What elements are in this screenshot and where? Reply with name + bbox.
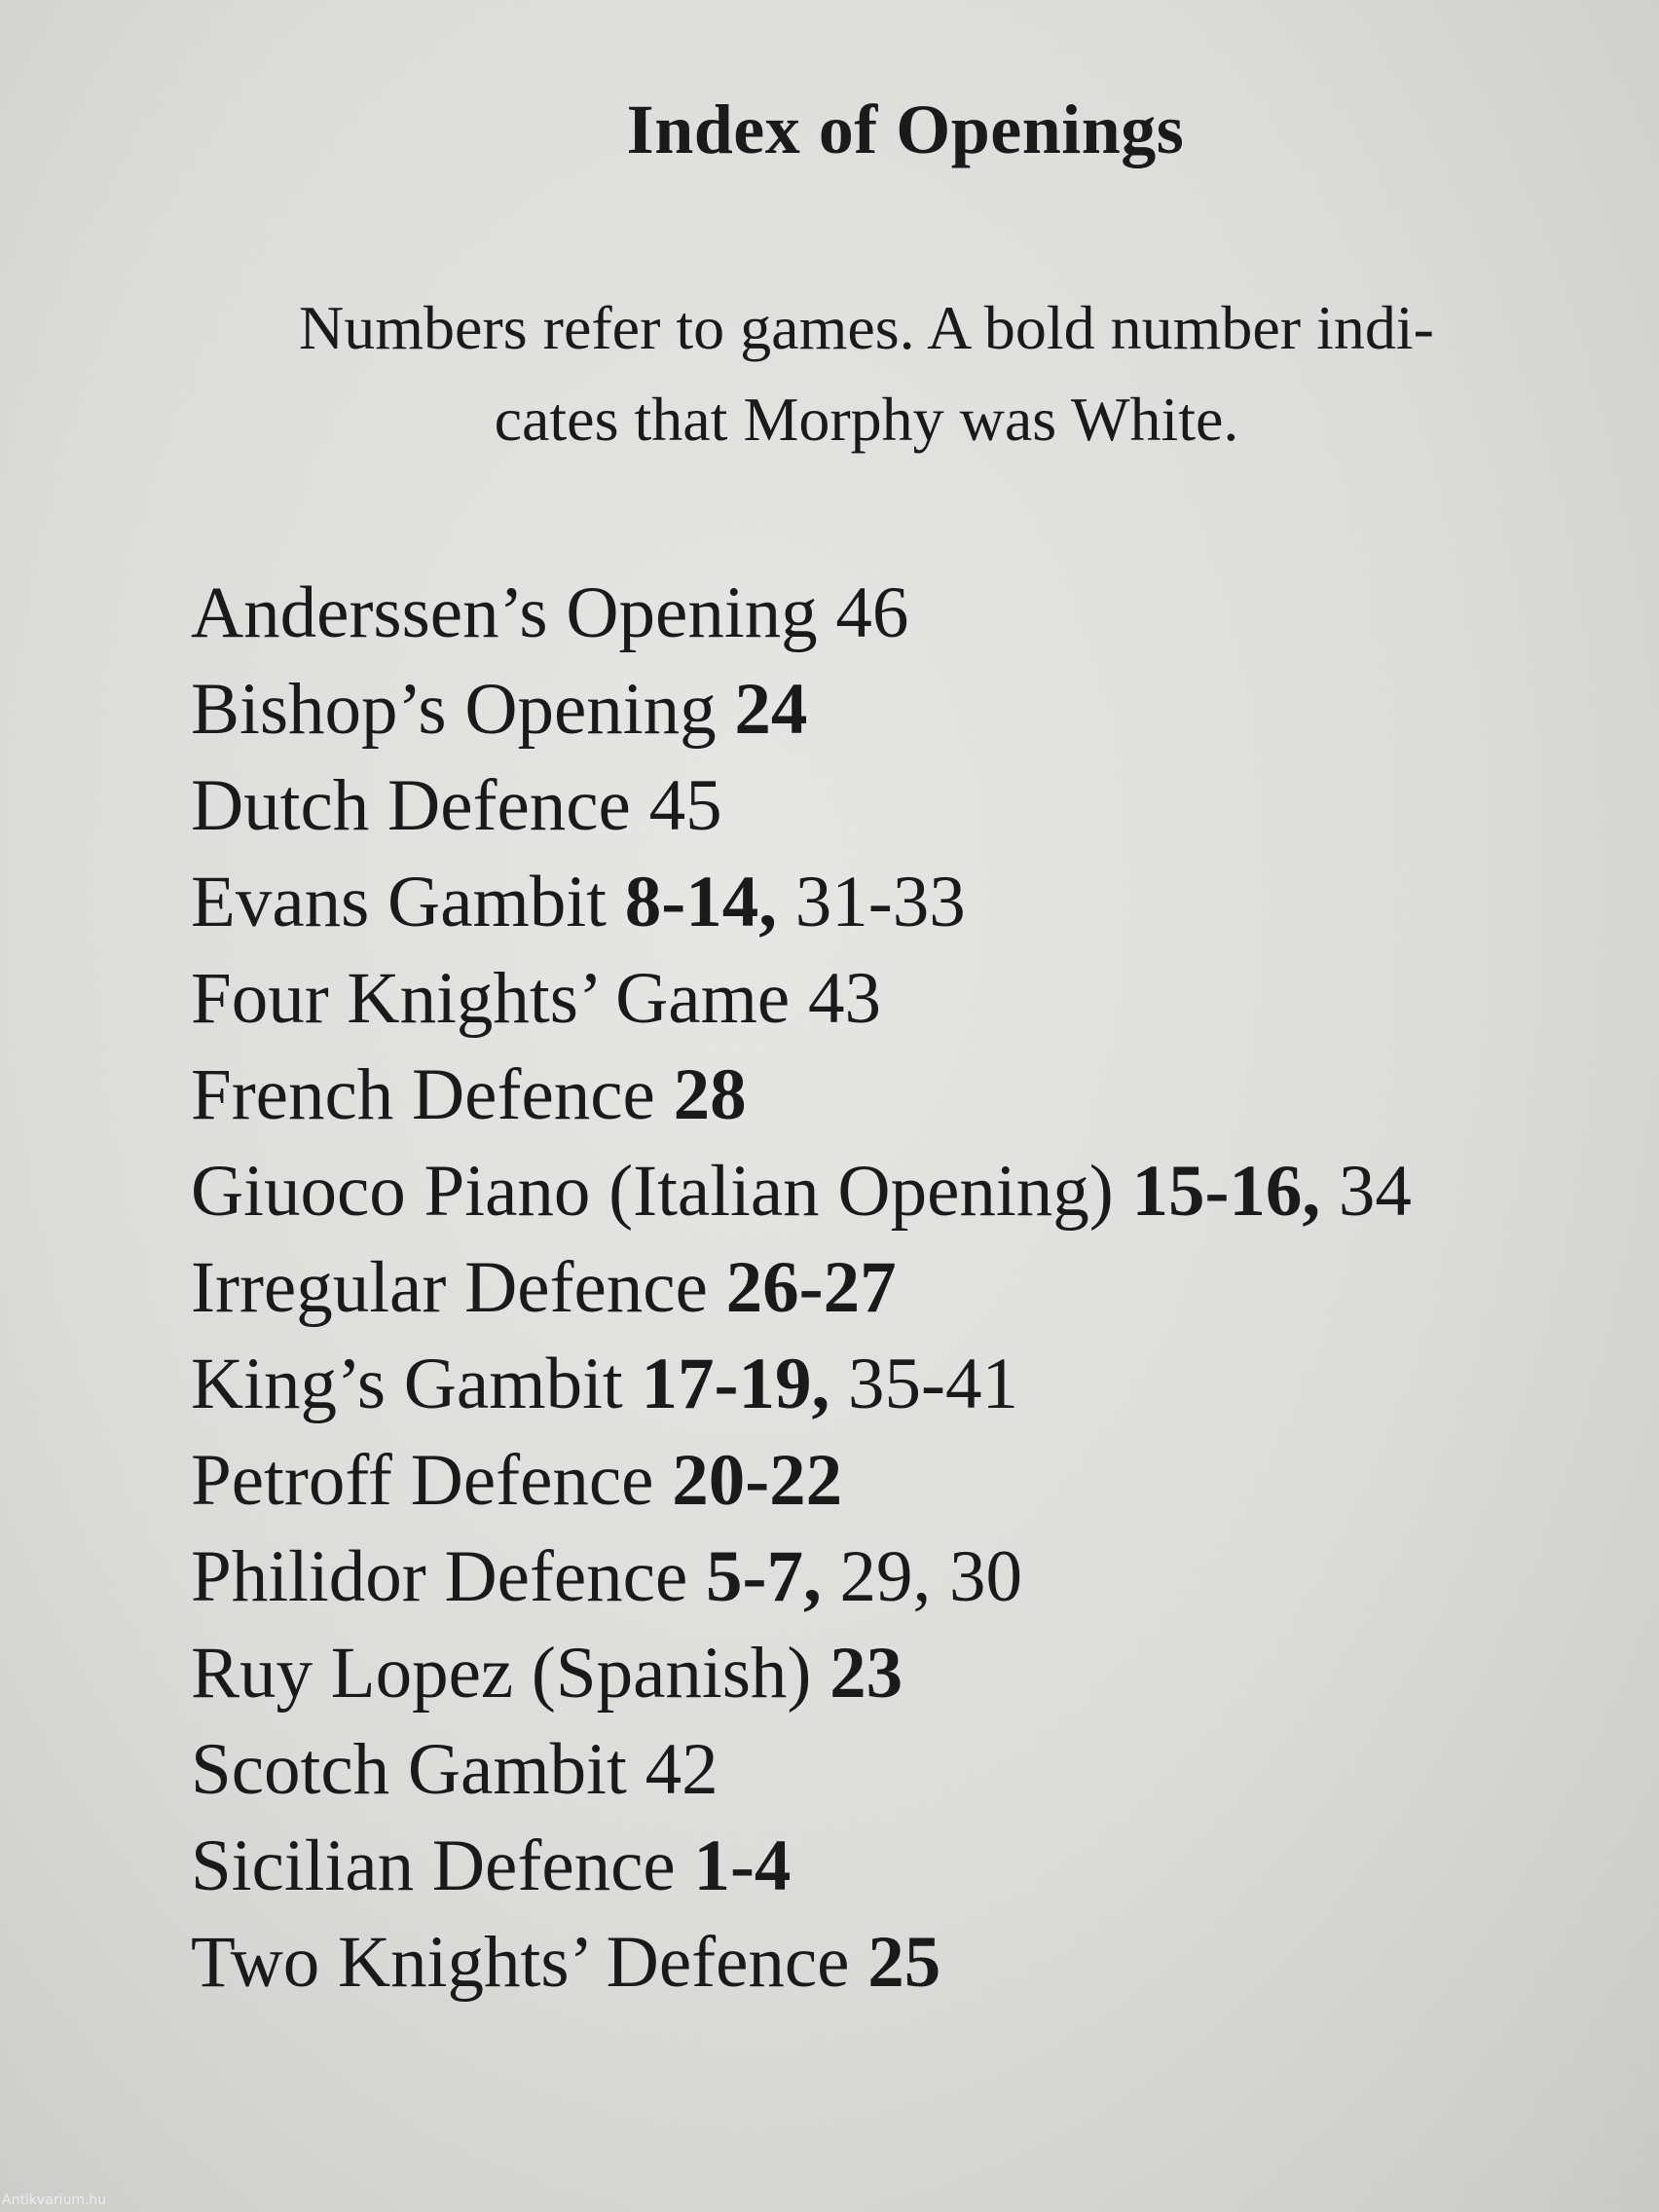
index-entry — [191, 1143, 1412, 1239]
opening-name: Giuoco Piano (Italian Opening) — [191, 1151, 1114, 1232]
index-entry — [191, 1336, 1412, 1432]
game-number: 46 — [835, 572, 909, 653]
note-line: cates that Morphy was White. — [494, 385, 1239, 454]
game-number: 34 — [1338, 1151, 1412, 1232]
game-references — [623, 1344, 1018, 1424]
game-number-white: 5-7, — [706, 1536, 822, 1617]
opening-name: King’s Gambit — [191, 1344, 623, 1424]
game-number-white: 26-27 — [725, 1247, 897, 1328]
game-number: 35-41 — [847, 1344, 1018, 1424]
page-title: Index of Openings — [626, 91, 1185, 168]
index-entry — [191, 1432, 1412, 1529]
game-number-white: 25 — [867, 1922, 941, 2003]
game-references — [717, 669, 808, 750]
game-number-white: 28 — [673, 1054, 747, 1135]
opening-name: Bishop’s Opening — [191, 669, 717, 750]
index-entry — [191, 1239, 1412, 1336]
index-entry — [191, 1529, 1412, 1625]
game-references — [653, 1440, 842, 1521]
note-line: Numbers refer to games. A bold number indi- — [299, 293, 1434, 362]
game-number: 43 — [807, 958, 881, 1039]
index-entry — [191, 1914, 1412, 2010]
index-entry — [191, 757, 1412, 854]
opening-name: Four Knights’ Game — [191, 958, 791, 1039]
game-number-white: 8-14, — [624, 862, 777, 942]
index-note — [185, 282, 1548, 465]
game-references — [849, 1922, 940, 2003]
game-references — [1114, 1151, 1412, 1232]
opening-name: Evans Gambit — [191, 862, 608, 942]
game-references — [627, 1729, 719, 1810]
game-number: 29, 30 — [839, 1536, 1022, 1617]
opening-name: Irregular Defence — [191, 1247, 708, 1328]
index-entry — [191, 950, 1412, 1047]
index-entry — [191, 661, 1412, 757]
opening-name: Two Knights’ Defence — [191, 1922, 850, 2003]
opening-name: Ruy Lopez (Spanish) — [191, 1633, 812, 1714]
index-entry — [191, 1818, 1412, 1914]
opening-name: Petroff Defence — [191, 1440, 654, 1521]
game-references — [607, 862, 966, 942]
index-entry — [191, 565, 1412, 661]
watermark-text: Antikvarium.hu — [2, 2193, 107, 2208]
game-references — [676, 1825, 792, 1906]
openings-list — [191, 565, 1412, 2010]
game-number-white: 20-22 — [672, 1440, 843, 1521]
game-number: 42 — [645, 1729, 719, 1810]
game-number: 31-33 — [794, 862, 966, 942]
index-entry — [191, 854, 1412, 950]
game-number-white: 1-4 — [693, 1825, 792, 1906]
game-number-white: 23 — [830, 1633, 903, 1714]
opening-name: Dutch Defence — [191, 765, 631, 846]
game-number: 45 — [648, 765, 722, 846]
game-references — [687, 1536, 1022, 1617]
index-entry — [191, 1625, 1412, 1721]
game-number-white: 15-16, — [1131, 1151, 1321, 1232]
opening-name: Anderssen’s Opening — [191, 572, 818, 653]
index-entry — [191, 1047, 1412, 1143]
game-references — [655, 1054, 747, 1135]
game-references — [631, 765, 722, 846]
opening-name: Philidor Defence — [191, 1536, 688, 1617]
game-references — [790, 958, 881, 1039]
game-references — [811, 1633, 903, 1714]
index-entry — [191, 1721, 1412, 1818]
game-references — [708, 1247, 897, 1328]
game-number-white: 24 — [734, 669, 808, 750]
opening-name: Scotch Gambit — [191, 1729, 627, 1810]
opening-name: Sicilian Defence — [191, 1825, 676, 1906]
game-number-white: 17-19, — [641, 1344, 830, 1424]
opening-name: French Defence — [191, 1054, 655, 1135]
game-references — [818, 572, 909, 653]
